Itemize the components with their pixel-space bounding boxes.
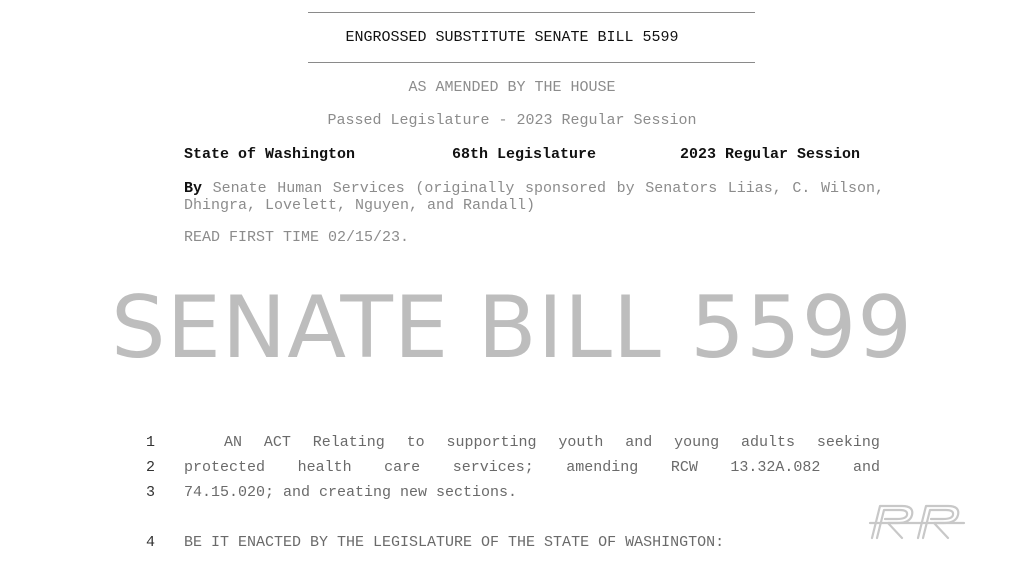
legislature-number: 68th Legislature bbox=[452, 146, 597, 163]
word: supporting bbox=[446, 434, 537, 451]
word: youth bbox=[558, 434, 604, 451]
word: to bbox=[406, 434, 425, 451]
word: ACT bbox=[263, 434, 291, 451]
top-rule bbox=[308, 12, 755, 13]
word: young bbox=[674, 434, 720, 451]
line-number: 3 bbox=[146, 484, 156, 501]
passed-line: Passed Legislature - 2023 Regular Session bbox=[327, 112, 697, 129]
watermark-title: SENATE BILL 5599 bbox=[110, 278, 913, 378]
word: adults bbox=[741, 434, 796, 451]
sponsor-text: Senate Human Services (originally sponsored by Senators Liias, C. Wilson, Dhingra, Lovelett, Nguyen, and Randall) bbox=[184, 180, 884, 214]
word: AN bbox=[224, 434, 243, 451]
bill-title: ENGROSSED SUBSTITUTE SENATE BILL 5599 bbox=[345, 29, 679, 46]
word: health bbox=[297, 459, 352, 476]
word: and bbox=[852, 459, 880, 476]
line-number: 1 bbox=[146, 434, 156, 451]
word: care bbox=[384, 459, 421, 476]
bottom-rule bbox=[308, 62, 755, 63]
body-line-4: BE IT ENACTED BY THE LEGISLATURE OF THE STATE OF WASHINGTON: bbox=[184, 534, 725, 551]
body-line-2 bbox=[184, 459, 880, 476]
word: services; bbox=[452, 459, 534, 476]
word: amending bbox=[566, 459, 639, 476]
word: Relating bbox=[312, 434, 385, 451]
read-first-line: READ FIRST TIME 02/15/23. bbox=[184, 229, 410, 246]
word: RCW bbox=[670, 459, 698, 476]
line-number: 2 bbox=[146, 459, 156, 476]
state-name: State of Washington bbox=[184, 146, 356, 163]
body-line-1 bbox=[224, 434, 880, 451]
word: protected bbox=[184, 459, 266, 476]
amended-line: AS AMENDED BY THE HOUSE bbox=[408, 79, 616, 96]
session-name: 2023 Regular Session bbox=[680, 146, 861, 163]
body-line-3: 74.15.020; and creating new sections. bbox=[184, 484, 518, 501]
line-number: 4 bbox=[146, 534, 156, 551]
sponsor-block bbox=[184, 180, 884, 214]
sponsor-by-label: By bbox=[184, 180, 203, 197]
rr-logo-icon bbox=[866, 498, 968, 544]
word: and bbox=[625, 434, 653, 451]
word: 13.32A.082 bbox=[730, 459, 821, 476]
word: seeking bbox=[816, 434, 880, 451]
